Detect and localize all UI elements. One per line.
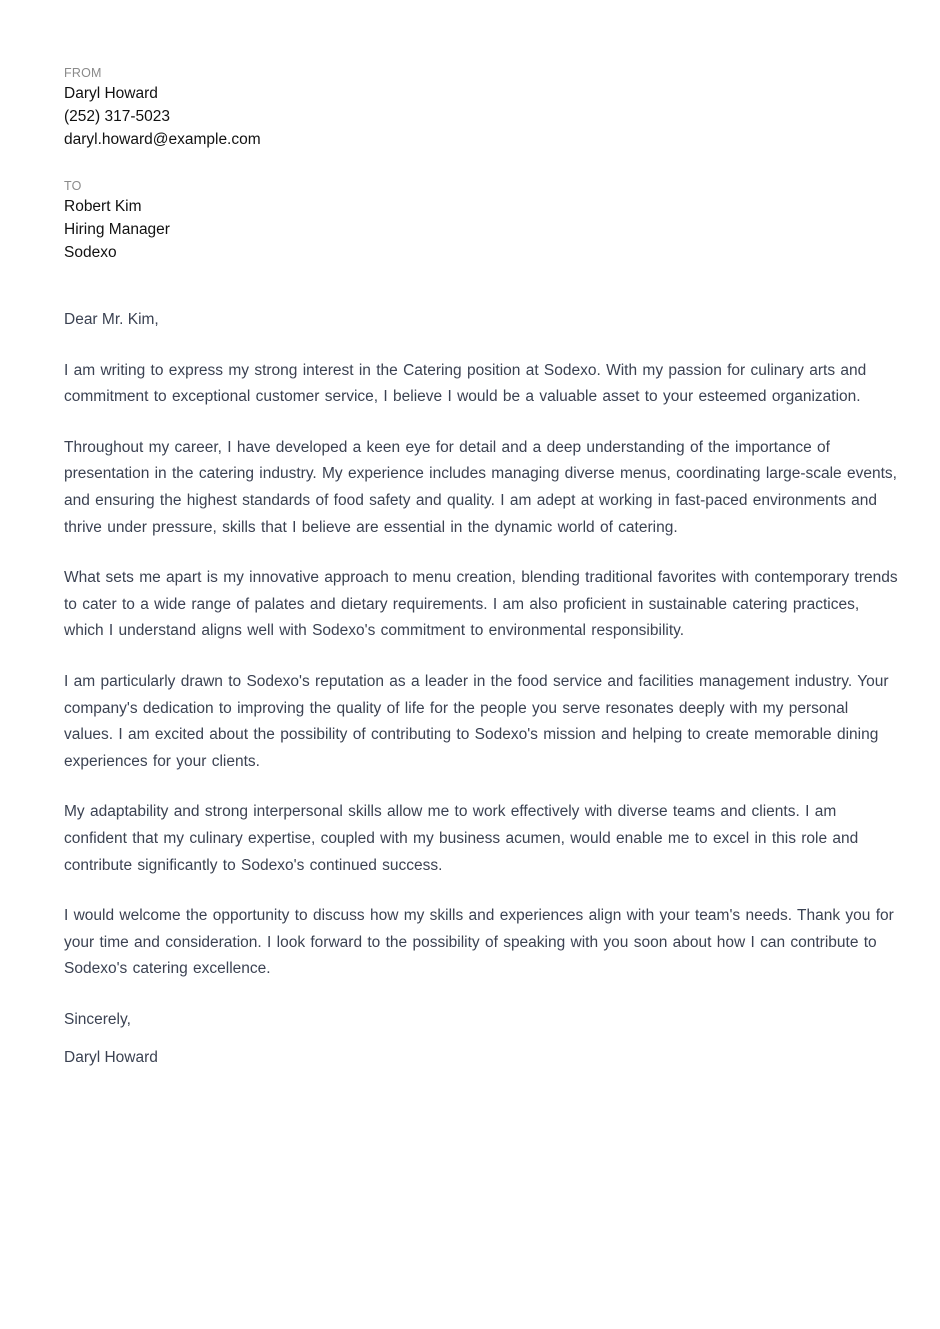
recipient-name: Robert Kim xyxy=(64,198,142,215)
closing-phrase: Sincerely, xyxy=(64,1010,131,1028)
recipient-title: Hiring Manager xyxy=(64,221,170,238)
recipient-block xyxy=(64,177,900,264)
sender-email: daryl.howard@example.com xyxy=(64,131,261,148)
letter-body xyxy=(64,307,900,1072)
paragraph-closing: I would welcome the opportunity to discuss how my skills and experiences align with your team's needs. Thank you for your time and consideration. I look forward to the possibility of speaking with you soon about how I can contribute to Sodexo's catering excellence. xyxy=(64,907,894,978)
salutation: Dear Mr. Kim, xyxy=(64,311,159,328)
sender-block xyxy=(64,64,900,151)
sender-name: Daryl Howard xyxy=(64,85,158,102)
sender-label: FROM xyxy=(64,66,102,80)
recipient-company: Sodexo xyxy=(64,244,117,261)
recipient-label: TO xyxy=(64,179,82,193)
signature-name: Daryl Howard xyxy=(64,1049,158,1067)
paragraph-company-fit: I am particularly drawn to Sodexo's reputation as a leader in the food service and facilities management industry. Your company's dedication to improving the quality of life for the people you serve resonates deeply with my personal values. I am excited about the possibility of contributing to Sodexo's mission and helping to create memorable dining experiences for your clients. xyxy=(64,672,889,770)
sender-phone: (252) 317-5023 xyxy=(64,108,170,125)
paragraph-differentiator: What sets me apart is my innovative approach to menu creation, blending traditional favorites with contemporary trends to cater to a wide range of palates and dietary requirements. I am also proficient in sustainable catering practices, which I understand aligns well with Sodexo's commitment to environmental responsibility. xyxy=(64,569,898,640)
cover-letter-page xyxy=(64,64,900,1072)
paragraph-intro: I am writing to express my strong interest in the Catering position at Sodexo. With my passion for culinary arts and commitment to exceptional customer service, I believe I would be a valuable asset to your esteemed organization. xyxy=(64,361,867,406)
paragraph-experience: Throughout my career, I have developed a keen eye for detail and a deep understanding of the importance of presentation in the catering industry. My experience includes managing diverse menus, coordinating large-scale events, and ensuring the highest standards of food safety and quality. I am adept at working in fast-paced environments and thrive under pressure, skills that I believe are essential in the dynamic world of catering. xyxy=(64,438,897,536)
paragraph-skills: My adaptability and strong interpersonal skills allow me to work effectively with diverse teams and clients. I am confident that my culinary expertise, coupled with my business acumen, would enable me to excel in this role and contribute significantly to Sodexo's continued success. xyxy=(64,803,859,874)
